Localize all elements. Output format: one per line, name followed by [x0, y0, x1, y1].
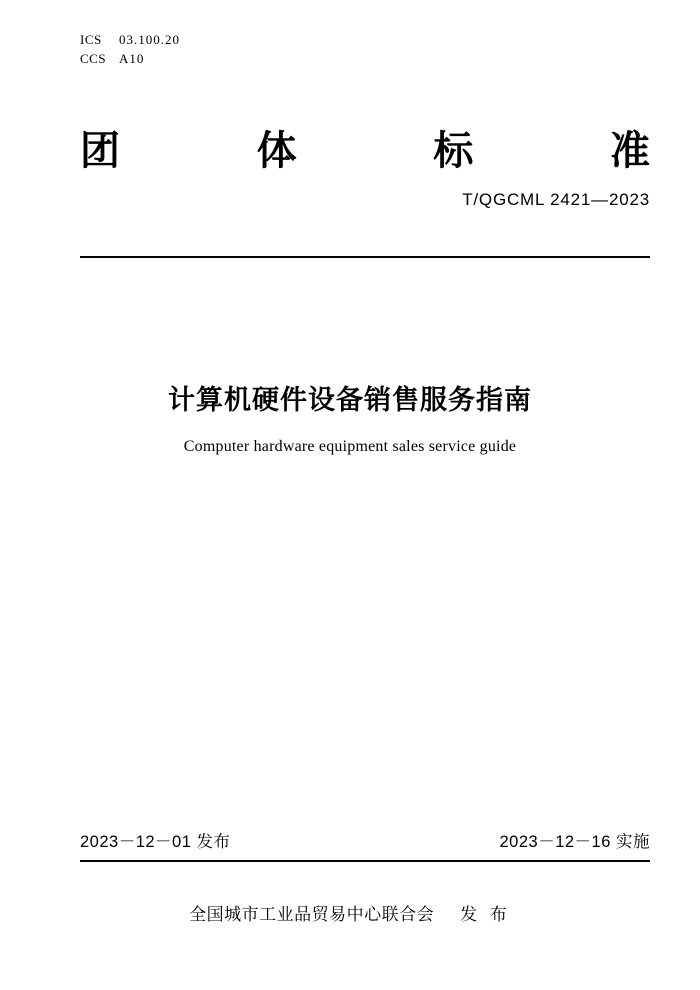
ics-label: ICS	[80, 32, 102, 47]
dates-row	[80, 828, 650, 852]
page-subtitle-english: Computer hardware equipment sales service guide	[183, 438, 517, 455]
standard-type-char-3: 标	[433, 129, 474, 173]
implementation-date: 2023－12－16 实施	[499, 833, 650, 851]
ccs-row	[80, 49, 180, 68]
issuer-line	[0, 900, 700, 925]
footer-divider	[80, 860, 650, 862]
standard-type-char-2: 体	[256, 129, 297, 173]
page-title: 计算机硬件设备销售服务指南	[168, 385, 532, 415]
standard-type-char-1: 团	[80, 129, 120, 173]
issue-date: 2023－12－01 发布	[80, 833, 231, 851]
ics-row	[80, 30, 180, 49]
standard-number: T/QGCML 2421—2023	[462, 190, 650, 209]
ics-value: 03.100.20	[119, 32, 180, 47]
issuer-organization: 全国城市工业品贸易中心联合会	[189, 905, 435, 924]
ccs-label: CCS	[80, 51, 107, 66]
classification-block	[80, 30, 180, 68]
issuer-action: 发 布	[460, 905, 511, 924]
standard-type-char-4: 准	[609, 129, 650, 173]
standard-type-heading	[80, 126, 650, 176]
ccs-value: A10	[119, 51, 145, 66]
header-divider	[80, 256, 650, 258]
